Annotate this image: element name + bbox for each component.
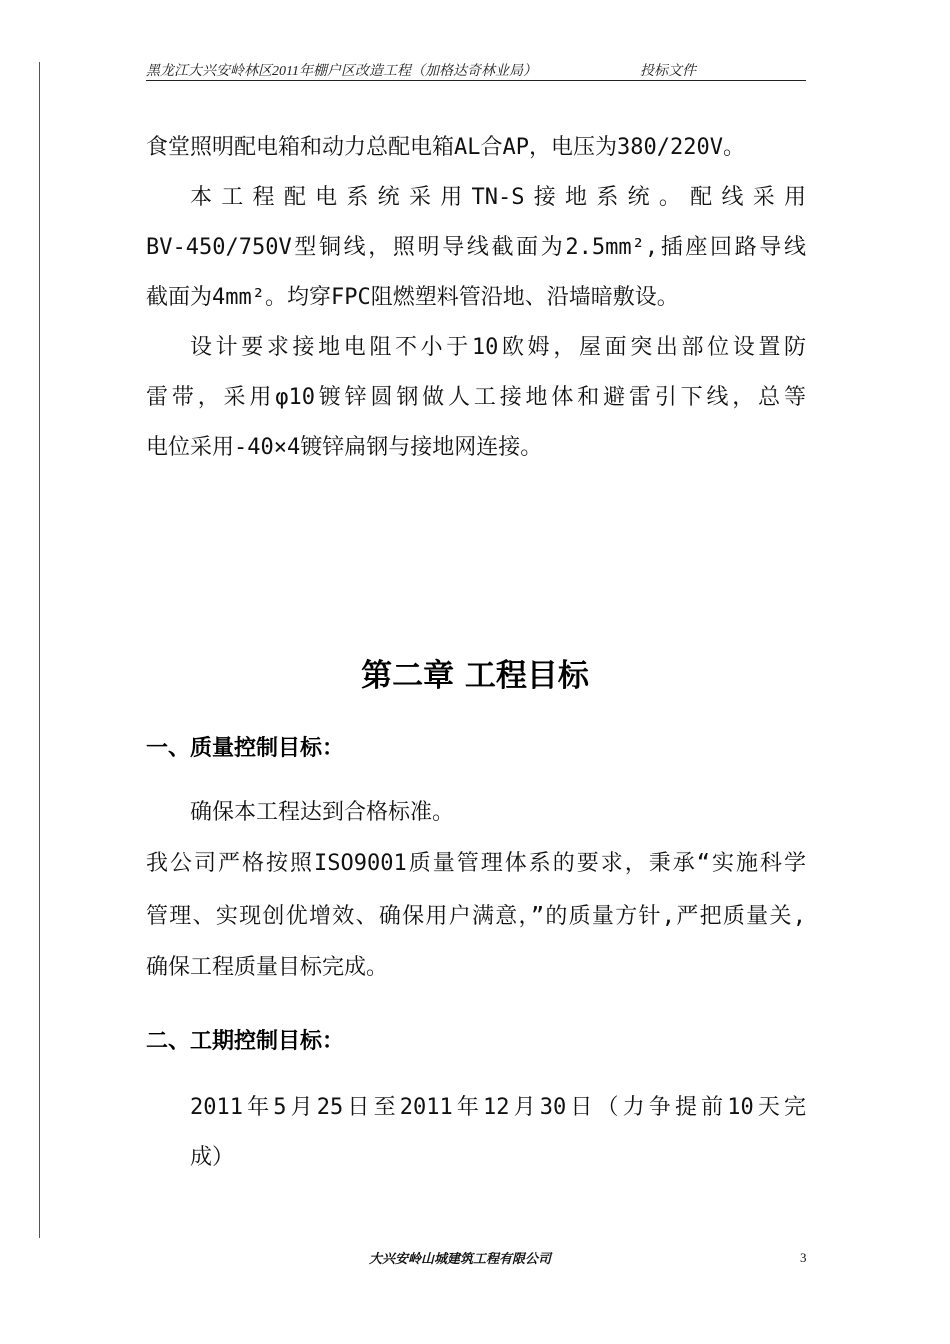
- para1-line1: 食堂照明配电箱和动力总配电箱AL合AP，电压为380/220V。: [146, 135, 745, 160]
- header-title: 黑龙江大兴安岭林区2011年棚户区改造工程（加格达奇林业局）: [146, 64, 537, 79]
- section1-line1: 确保本工程达到合格标准。: [190, 800, 455, 825]
- section1-line2: 我公司严格按照ISO9001质量管理体系的要求，秉承“实施科学: [146, 851, 806, 876]
- para2-line2: BV-450/750V型铜线，照明导线截面为2.5mm²,插座回路导线: [146, 235, 806, 260]
- para2-line1: 本工程配电系统采用TN-S接地系统。配线采用: [190, 185, 806, 210]
- para3-line1: 设计要求接地电阻不小于10欧姆，屋面突出部位设置防: [190, 335, 806, 360]
- chapter-title: 第二章 工程目标: [361, 658, 589, 694]
- section1-line4: 确保工程质量目标完成。: [146, 955, 389, 980]
- para3-line2: 雷带，采用φ10镀锌圆钢做人工接地体和避雷引下线，总等: [146, 385, 806, 410]
- section2-line2: 成）: [190, 1145, 235, 1170]
- section2-title: 二、工期控制目标：: [146, 1029, 345, 1054]
- para2-line3: 截面为4mm²。均穿FPC阻燃塑料管沿地、沿墙暗敷设。: [146, 285, 679, 310]
- section1-line3: 管理、实现创优增效、确保用户满意，”的质量方针,严把质量关,: [146, 904, 806, 929]
- header-rule: [146, 80, 806, 81]
- section1-title: 一、质量控制目标：: [146, 736, 345, 761]
- header-doc-type: 投标文件: [640, 64, 696, 79]
- section2-line1: 2011年5月25日至2011年12月30日（力争提前10天完: [190, 1095, 806, 1120]
- page-number: 3: [800, 1250, 807, 1265]
- para3-line3: 电位采用-40×4镀锌扁钢与接地网连接。: [146, 435, 543, 460]
- footer-company: 大兴安岭山城建筑工程有限公司: [368, 1252, 551, 1267]
